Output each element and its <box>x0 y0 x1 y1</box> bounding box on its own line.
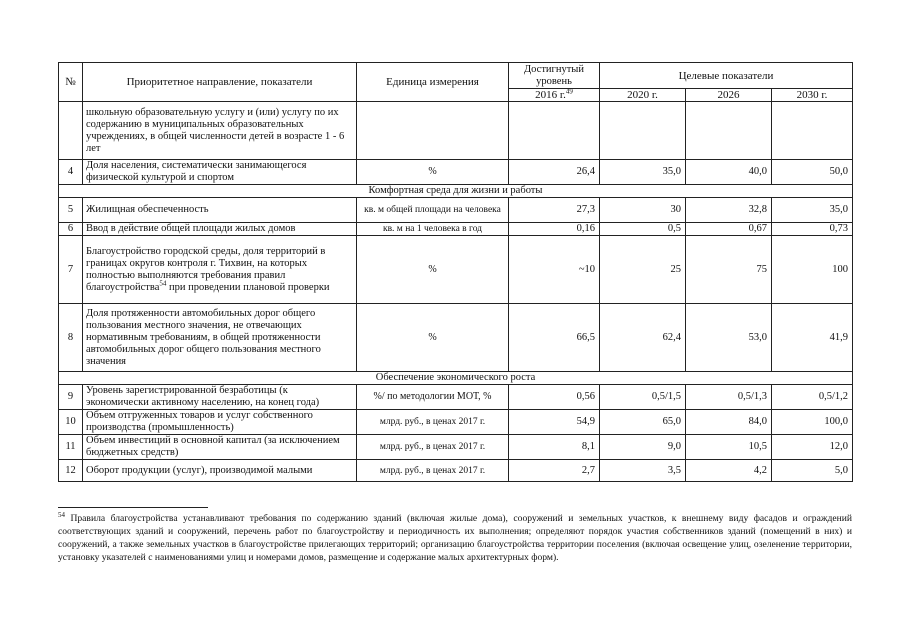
row-name-text: Благоустройство городской среды, доля территорий в границах округов контроля г. Тихвин, на которых полностью выполняются требования правил благоустройства <box>86 245 326 293</box>
table-row <box>59 160 853 185</box>
table-row <box>59 236 853 304</box>
row-unit <box>357 102 509 160</box>
row-v2016: ~10 <box>509 236 600 304</box>
row-v2020: 0,5 <box>600 223 686 236</box>
header-year-2030: 2030 г. <box>772 89 853 102</box>
row-unit: млрд. руб., в ценах 2017 г. <box>357 460 509 482</box>
table-row <box>59 435 853 460</box>
row-name: Доля населения, систематически занимающегося физической культурой и спортом <box>83 160 357 185</box>
header-num: № <box>59 63 83 102</box>
row-unit: млрд. руб., в ценах 2017 г. <box>357 410 509 435</box>
header-year-2026: 2026 <box>686 89 772 102</box>
row-v2020: 30 <box>600 198 686 223</box>
table-row <box>59 102 853 160</box>
footnote-number: 54 <box>58 510 65 519</box>
row-v2030: 100,0 <box>772 410 853 435</box>
header-achieved: Достигнутый уровень <box>509 63 600 89</box>
row-unit: % <box>357 304 509 372</box>
row-num: 8 <box>59 304 83 372</box>
row-name: Объем инвестиций в основной капитал (за исключением бюджетных средств) <box>83 435 357 460</box>
row-name-tail: при проведении плановой проверки <box>166 281 330 293</box>
row-num: 11 <box>59 435 83 460</box>
row-v2030: 100 <box>772 236 853 304</box>
row-v2016: 66,5 <box>509 304 600 372</box>
row-num: 10 <box>59 410 83 435</box>
footnote-divider <box>58 507 208 508</box>
section-economic-growth: Обеспечение экономического роста <box>59 372 853 385</box>
row-v2030 <box>772 102 853 160</box>
row-v2026: 40,0 <box>686 160 772 185</box>
section-row <box>59 185 853 198</box>
row-name: Оборот продукции (услуг), производимой малыми <box>83 460 357 482</box>
header-unit: Единица измерения <box>357 63 509 102</box>
footnote-mark-54: 54 <box>159 279 167 287</box>
header-direction: Приоритетное направление, показатели <box>83 63 357 102</box>
row-v2026: 0,67 <box>686 223 772 236</box>
row-v2020: 65,0 <box>600 410 686 435</box>
row-unit: кв. м на 1 человека в год <box>357 223 509 236</box>
row-v2030: 50,0 <box>772 160 853 185</box>
row-name: Уровень зарегистрированной безработицы (к экономически активному населению, на конец года) <box>83 385 357 410</box>
table-row <box>59 304 853 372</box>
row-num: 6 <box>59 223 83 236</box>
row-v2016: 0,56 <box>509 385 600 410</box>
footnote-text: Правила благоустройства устанавливают требования по содержанию зданий (включая жилые дома), сооружений и земельных участков, к внешнему виду фасадов и ограждений соответствующих зданий и сооружений, перечень работ по благоустройству и периодичность их выполнения; определяют порядок участия собственников зданий (помещений в них) и сооружений, а также земельных участков в благоустройстве прилегающих территорий; организацию благоустройства территории поселения (включая освещение улиц, озеленение территории, установку указателей с наименованиями улиц и номерами домов, размещение и содержание малых архитектурных форм). <box>58 513 852 563</box>
row-name: Ввод в действие общей площади жилых домов <box>83 223 357 236</box>
row-unit: %/ по методологии МОТ, % <box>357 385 509 410</box>
row-v2030: 5,0 <box>772 460 853 482</box>
table-row <box>59 385 853 410</box>
row-v2020 <box>600 102 686 160</box>
row-v2016: 2,7 <box>509 460 600 482</box>
row-v2026: 4,2 <box>686 460 772 482</box>
row-unit: % <box>357 236 509 304</box>
row-num: 12 <box>59 460 83 482</box>
row-v2016: 27,3 <box>509 198 600 223</box>
row-v2016: 8,1 <box>509 435 600 460</box>
row-name <box>83 236 357 304</box>
row-num: 9 <box>59 385 83 410</box>
row-v2030: 35,0 <box>772 198 853 223</box>
row-v2030: 0,73 <box>772 223 853 236</box>
indicators-table <box>58 62 853 482</box>
row-v2030: 0,5/1,2 <box>772 385 853 410</box>
header-achieved-year <box>509 89 600 102</box>
section-row <box>59 372 853 385</box>
footnote <box>58 512 852 564</box>
row-v2016: 26,4 <box>509 160 600 185</box>
row-v2016: 0,16 <box>509 223 600 236</box>
row-v2030: 12,0 <box>772 435 853 460</box>
row-num: 4 <box>59 160 83 185</box>
table-row <box>59 460 853 482</box>
row-v2020: 25 <box>600 236 686 304</box>
row-v2030: 41,9 <box>772 304 853 372</box>
document-page <box>58 62 852 482</box>
row-name: Жилищная обеспеченность <box>83 198 357 223</box>
header-target: Целевые показатели <box>600 63 853 89</box>
row-unit: % <box>357 160 509 185</box>
row-name: школьную образовательную услугу и (или) услугу по их содержанию в муниципальных образовательных учреждениях, в общей численности детей в возрасте 1 - 6 лет <box>83 102 357 160</box>
row-v2020: 9,0 <box>600 435 686 460</box>
table-row <box>59 198 853 223</box>
row-v2026: 10,5 <box>686 435 772 460</box>
row-v2026: 84,0 <box>686 410 772 435</box>
row-num <box>59 102 83 160</box>
row-num: 5 <box>59 198 83 223</box>
row-name: Объем отгруженных товаров и услуг собственного производства (промышленность) <box>83 410 357 435</box>
header-year-2020: 2020 г. <box>600 89 686 102</box>
row-num: 7 <box>59 236 83 304</box>
row-v2026: 32,8 <box>686 198 772 223</box>
row-v2026 <box>686 102 772 160</box>
table-row <box>59 410 853 435</box>
row-v2020: 62,4 <box>600 304 686 372</box>
section-comfortable-environment: Комфортная среда для жизни и работы <box>59 185 853 198</box>
row-name: Доля протяженности автомобильных дорог общего пользования местного значения, не отвечающих нормативным требованиям, в общей протяженности автомобильных дорог общего пользования местного значения <box>83 304 357 372</box>
row-v2020: 3,5 <box>600 460 686 482</box>
achieved-year-text: 2016 г. <box>535 89 566 101</box>
row-v2026: 53,0 <box>686 304 772 372</box>
table-row <box>59 223 853 236</box>
row-v2020: 0,5/1,5 <box>600 385 686 410</box>
row-unit: кв. м общей площади на человека <box>357 198 509 223</box>
row-v2016 <box>509 102 600 160</box>
achieved-footnote-mark: 49 <box>565 88 573 96</box>
row-v2026: 0,5/1,3 <box>686 385 772 410</box>
row-v2026: 75 <box>686 236 772 304</box>
row-v2016: 54,9 <box>509 410 600 435</box>
row-v2020: 35,0 <box>600 160 686 185</box>
row-unit: млрд. руб., в ценах 2017 г. <box>357 435 509 460</box>
